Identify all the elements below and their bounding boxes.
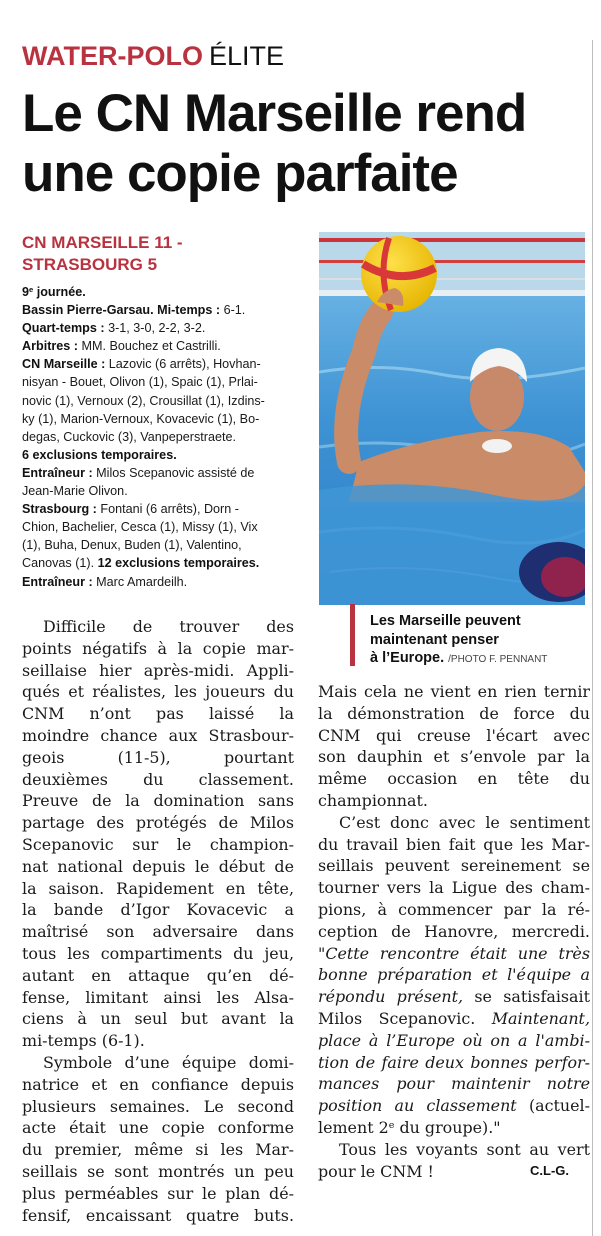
info-line: Chion, Bachelier, Cesca (1), Missy (1), Vix	[22, 520, 258, 535]
article-line: lement 2e du groupe)."	[318, 1117, 501, 1137]
article-line: bonne préparation et l'équipe a	[318, 965, 590, 985]
article-line: mi-temps (6-1).	[22, 1031, 145, 1051]
article-line: ception de Hanovre, mercredi.	[318, 921, 590, 941]
article-line: la saison. Rapidement en tête,	[22, 878, 294, 898]
article-line: natrice et en confiance depuis	[22, 1074, 294, 1094]
article-line: Tous les voyants sont au vert	[339, 1139, 590, 1159]
match-score	[22, 232, 312, 276]
article-line: Symbole d’une équipe domi-	[43, 1052, 294, 1072]
column-rule	[592, 40, 593, 1236]
headline-line: Le CN Marseille rend	[22, 84, 527, 143]
article-line: geois (11-5), pourtant	[22, 747, 294, 767]
article-line: qués et réalistes, les joueurs du	[22, 682, 294, 702]
caption-line: Les Marseille peuvent	[370, 613, 521, 629]
category-label: ÉLITE	[208, 41, 285, 71]
info-line: CN Marseille : Lazovic (6 arrêts), Hovhan-	[22, 357, 261, 372]
info-line: 9e journée.	[22, 284, 86, 299]
article-line: pour le CNM !	[318, 1161, 434, 1181]
article-line: fensif, encaissant quatre buts.	[22, 1205, 294, 1225]
article-line: la bande d’Igor Kovacevic a	[22, 900, 294, 920]
article-line: acte était une copie conforme	[22, 1118, 294, 1138]
score-line: CN MARSEILLE 11 -	[22, 233, 183, 252]
section-kicker	[22, 40, 284, 72]
article-line: partage des protégés de Milos	[22, 813, 294, 833]
article-line: C’est donc avec le sentiment	[339, 812, 590, 832]
section-label: WATER-POLO	[22, 41, 203, 71]
info-line: nisyan - Bouet, Olivon (1), Spaic (1), Prlai-	[22, 375, 258, 390]
article-line: seillaise hier après-midi. Appli-	[22, 660, 294, 680]
info-line: Quart-temps : 3-1, 3-0, 2-2, 3-2.	[22, 321, 206, 336]
info-line: 6 exclusions temporaires.	[22, 447, 177, 462]
article-line: du premier, même si les Mar-	[22, 1140, 294, 1160]
article-line: mances pour maintenir notre	[318, 1074, 590, 1094]
article-line: même occasion en tête du	[318, 769, 590, 789]
article-line: championnat.	[318, 790, 428, 810]
article-line: tous les compartiments du jeu,	[22, 943, 294, 963]
article-column-2	[318, 681, 590, 1182]
article-line: ciens à un seul but avant la	[22, 1009, 294, 1029]
article-line: seillais peuvent sereinement se	[318, 856, 590, 876]
article-line: points négatifs à la copie mar-	[22, 638, 294, 658]
caption-line: maintenant penser	[370, 631, 499, 648]
article-line: répondu présent, se satisfaisait	[318, 987, 590, 1007]
info-line: Entraîneur : Marc Amardeilh.	[22, 574, 188, 589]
article-line: plus perméables sur le plan dé-	[22, 1183, 294, 1203]
article-line: autant en attaque qu’en dé-	[22, 965, 294, 985]
score-line: STRASBOURG 5	[22, 255, 158, 274]
caption-accent-bar	[350, 604, 355, 666]
article-line: seillais se sont montrés un peu	[22, 1161, 294, 1181]
info-line: Canovas (1). 12 exclusions temporaires.	[22, 556, 260, 571]
article-line: plusieurs semaines. Le second	[22, 1096, 294, 1116]
info-line: novic (1), Vernoux (2), Crousillat (1), Izdins-	[22, 393, 265, 408]
article-line: fense, limitant ainsi les Alsa-	[22, 987, 294, 1007]
article-line: du travail bien fait que les Mar-	[318, 834, 590, 854]
article-line: moindre chance aux Strasbour-	[22, 725, 294, 745]
article-line: Milos Scepanovic. Maintenant,	[318, 1008, 590, 1028]
photo-illustration	[319, 232, 585, 605]
caption-line: à l’Europe. /PHOTO F. PENNANT	[370, 650, 548, 667]
info-line: degas, Cuckovic (3), Vanpeperstraete.	[22, 429, 236, 444]
match-info-box	[22, 283, 297, 591]
article-line: Preuve de la domination sans	[22, 791, 294, 811]
article-line: tourner vers la Ligue des cham-	[318, 878, 590, 898]
info-line: Bassin Pierre-Garsau. Mi-temps : 6-1.	[22, 303, 246, 318]
article-line: tion de faire deux bonnes perfor-	[318, 1052, 590, 1072]
article-line: la démonstration de force du	[318, 703, 590, 723]
info-line: Jean-Marie Olivon.	[22, 484, 128, 499]
article-line: Scepanovic sur le champion-	[22, 834, 294, 854]
headline	[22, 84, 592, 204]
article-line: deuxièmes du classement.	[22, 769, 294, 789]
article-line: son dauphin et s’envole par la	[318, 747, 590, 767]
article-line: nat national depuis le début de	[22, 856, 294, 876]
article-line: maîtrisé son adversaire dans	[22, 922, 294, 942]
article-line: Difficile de trouver des	[43, 617, 294, 636]
article-line: pions, à commencer par la ré-	[318, 899, 590, 919]
info-line: Entraîneur : Milos Scepanovic assisté de	[22, 465, 255, 480]
info-line: ky (1), Marion-Vernoux, Kovacevic (1), Bo-	[22, 411, 260, 426]
article-column-1	[22, 616, 294, 1226]
photo-caption	[370, 612, 592, 670]
article-line: "Cette rencontre était une très	[318, 943, 590, 963]
article-line: CNM n’ont pas laissé la	[22, 704, 294, 724]
article-line: Mais cela ne vient en rien ternir	[318, 682, 590, 701]
article-line: position au classement (actuel-	[318, 1096, 590, 1116]
info-line: Arbitres : MM. Bouchez et Castrilli.	[22, 339, 221, 354]
article-line: place à l’Europe où on a l'ambi-	[318, 1030, 590, 1050]
info-line: Strasbourg : Fontani (6 arrêts), Dorn -	[22, 502, 239, 517]
photo-water-polo-player	[319, 232, 585, 605]
info-line: (1), Buha, Denux, Buden (1), Valentino,	[22, 538, 242, 553]
author-signature: C.L-G.	[530, 1163, 569, 1178]
photo-credit: /PHOTO F. PENNANT	[448, 654, 548, 666]
article-line: CNM qui creuse l'écart avec	[318, 725, 590, 745]
headline-line: une copie parfaite	[22, 144, 458, 203]
